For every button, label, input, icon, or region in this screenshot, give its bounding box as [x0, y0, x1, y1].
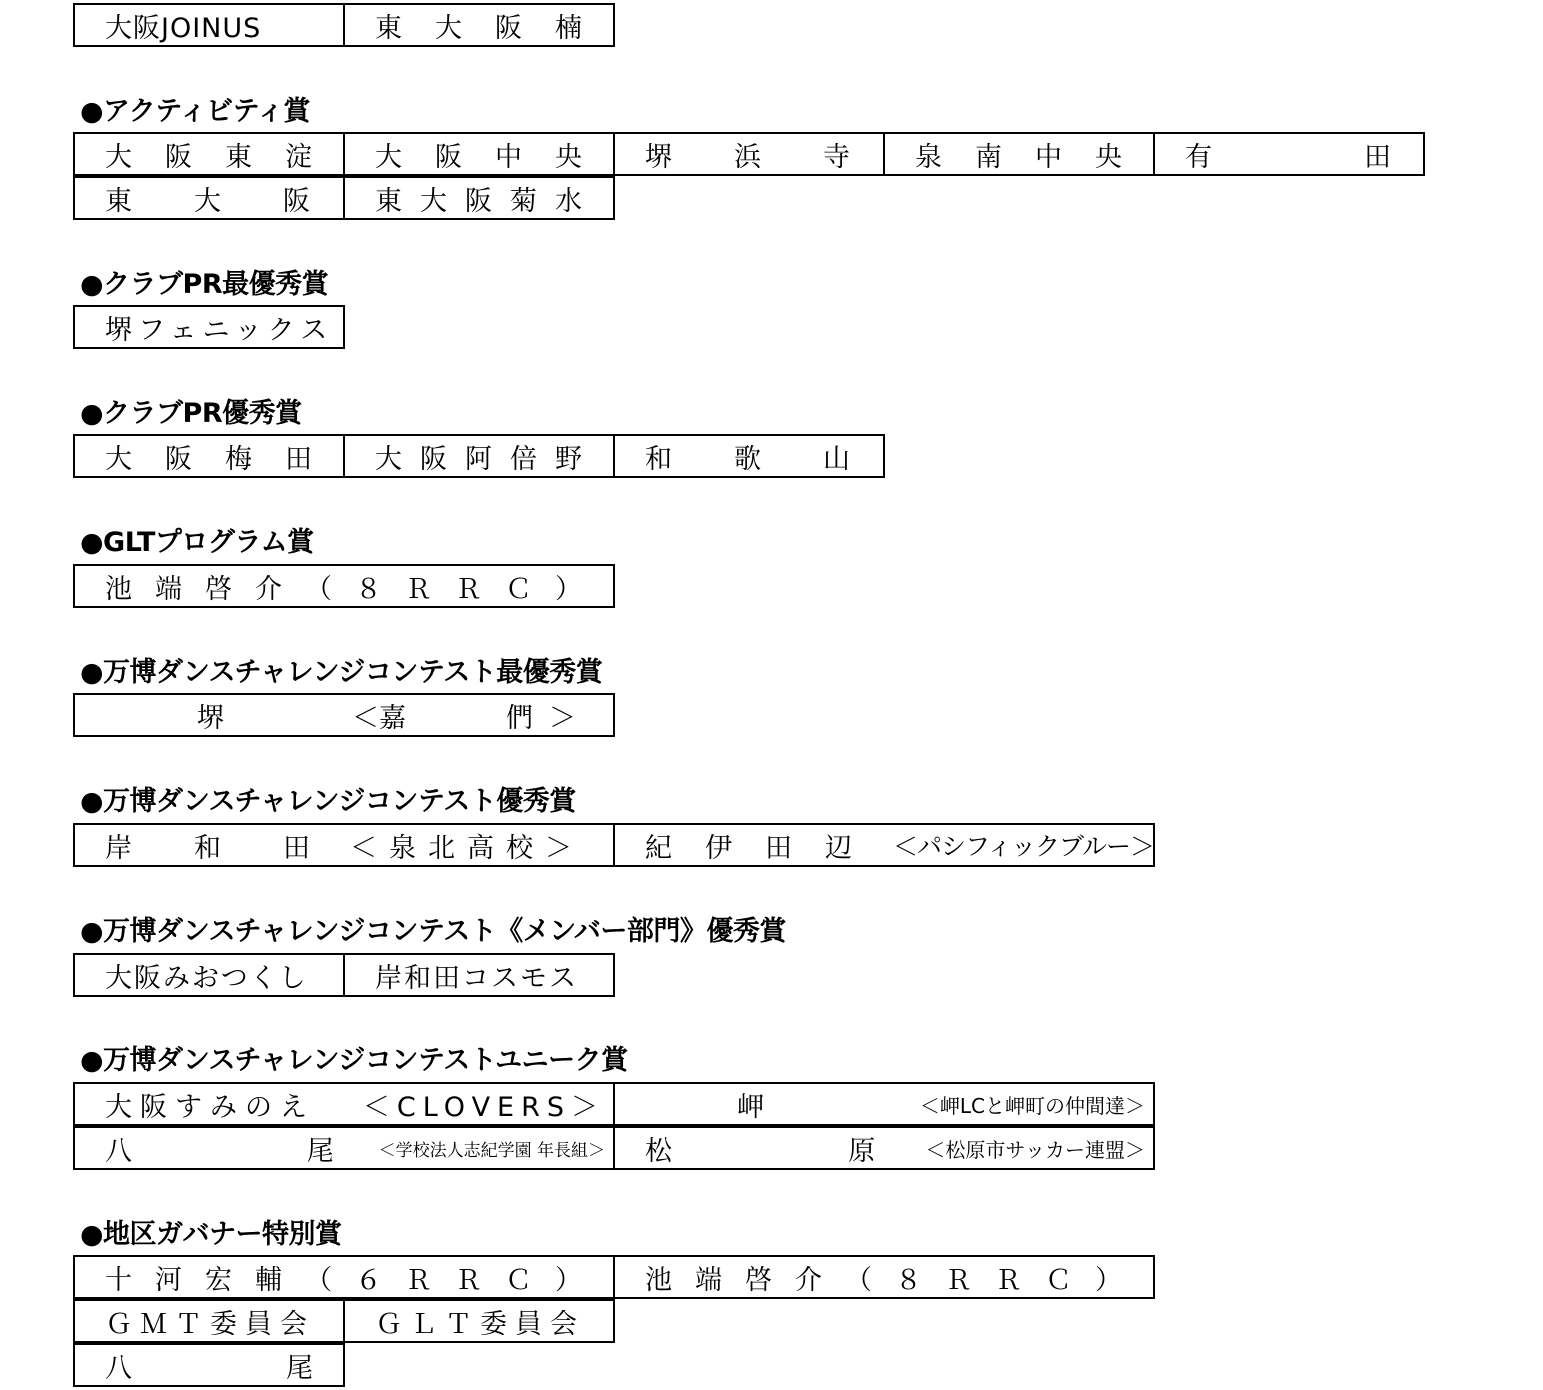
- club-name: 岸和田: [105, 832, 372, 864]
- team-name: 們＞: [506, 702, 592, 734]
- club-name: 紀伊田辺: [645, 832, 885, 864]
- club-name: 原: [848, 1135, 876, 1167]
- committee-cell: [75, 1299, 345, 1343]
- club-cell: [75, 1126, 615, 1170]
- section-title-dance-excellent: ●万博ダンスチャレンジコンテスト優秀賞: [80, 786, 576, 817]
- section-title-dance-member: ●万博ダンスチャレンジコンテスト《メンバー部門》優秀賞: [80, 916, 786, 947]
- section-title-pr-best: ●クラブPR最優秀賞: [80, 269, 329, 300]
- club-cell: [75, 1343, 345, 1387]
- section-title-pr-excellent: ●クラブPR優秀賞: [80, 398, 302, 429]
- team-name: ＜パシフィックブルー＞: [893, 832, 1155, 861]
- club-name: 大阪すみのえ: [105, 1091, 315, 1123]
- award-row: [73, 1299, 615, 1343]
- section-title-dance-best: ●万博ダンスチャレンジコンテスト最優秀賞: [80, 657, 603, 688]
- team-name: ＜松原市サッカー連盟＞: [925, 1137, 1145, 1162]
- club-name: 東大阪菊水: [375, 185, 600, 217]
- club-cell: [615, 132, 912, 176]
- club-cell: [615, 1126, 1155, 1170]
- club-name: 大阪中央: [375, 141, 615, 173]
- club-cell: [75, 132, 345, 176]
- team-name: ＜嘉: [352, 702, 406, 734]
- club-name: 大阪みおつくし: [105, 962, 308, 994]
- club-cell: [345, 434, 615, 478]
- award-row: [73, 1343, 345, 1387]
- person-name: 池端啓介（８ＲＲＣ）: [645, 1264, 1145, 1296]
- award-row: [73, 434, 912, 478]
- award-row: [73, 176, 615, 220]
- club-cell: [345, 953, 615, 997]
- award-row: [73, 693, 615, 737]
- club-cell: [615, 823, 1155, 867]
- committee-name: ＧＭＴ委員会: [105, 1308, 315, 1340]
- award-row: [73, 1255, 1155, 1299]
- award-row: [73, 1126, 1155, 1170]
- club-cell: [345, 132, 615, 176]
- club-name: 八: [105, 1135, 132, 1167]
- club-name: 大阪梅田: [105, 443, 345, 475]
- person-name: 十河宏輔（６ＲＲＣ）: [105, 1264, 605, 1296]
- person-cell: [615, 1255, 1155, 1299]
- club-name: 堺: [197, 702, 224, 734]
- club-cell: [1155, 132, 1543, 176]
- award-row: [73, 132, 1543, 176]
- club-name: 泉南中央: [915, 141, 1155, 173]
- club-cell: [75, 823, 615, 867]
- committee-name: ＧＬＴ委員会: [375, 1308, 585, 1340]
- club-name: 堺フェニックス: [105, 314, 334, 346]
- person-cell: [75, 564, 615, 608]
- club-cell: [615, 434, 912, 478]
- club-name: 和歌山: [645, 443, 912, 475]
- award-row: [73, 1082, 1155, 1126]
- club-name: 東大阪: [105, 185, 372, 217]
- club-name: 岬: [737, 1091, 764, 1123]
- club-name: 大阪東淀: [105, 141, 345, 173]
- award-row: [73, 305, 345, 349]
- section-title-glt-program: ●GLTプログラム賞: [80, 527, 314, 558]
- club-name: 松: [645, 1135, 672, 1167]
- section-title-activity: ●アクティビティ賞: [80, 96, 310, 127]
- club-cell: [615, 1082, 1155, 1126]
- award-row: [73, 953, 615, 997]
- team-name: ＜学校法人志紀学園 年長組＞: [378, 1140, 605, 1161]
- club-name: 岸和田コスモス: [375, 962, 578, 994]
- section-title-governor-special: ●地区ガバナー特別賞: [80, 1219, 342, 1250]
- club-name: 東大阪楠: [375, 12, 615, 44]
- team-name: ＜岬LCと岬町の仲間達＞: [919, 1093, 1145, 1118]
- person-name: 池端啓介（８ＲＲＣ）: [105, 573, 605, 605]
- club-name: 尾: [286, 1352, 313, 1384]
- club-cell: [75, 953, 345, 997]
- club-name: 有田: [1185, 141, 1543, 173]
- committee-cell: [345, 1299, 615, 1343]
- club-name: 堺浜寺: [645, 141, 912, 173]
- club-cell: [75, 305, 345, 349]
- award-row: [73, 564, 615, 608]
- team-name: ＜泉北高校＞: [350, 832, 584, 864]
- club-cell: [75, 1082, 615, 1126]
- club-cell: [885, 132, 1155, 176]
- team-name: ＜CLOVERS＞: [362, 1091, 605, 1123]
- club-name: 大阪阿倍野: [375, 443, 600, 475]
- award-row: [73, 823, 1155, 867]
- club-cell: [345, 3, 615, 47]
- club-name: 八: [105, 1352, 132, 1384]
- club-cell: [75, 434, 345, 478]
- person-cell: [75, 1255, 615, 1299]
- section-title-dance-unique: ●万博ダンスチャレンジコンテストユニーク賞: [80, 1045, 628, 1076]
- award-row: [73, 3, 615, 47]
- club-cell: [75, 693, 615, 737]
- club-cell: [345, 176, 615, 220]
- club-cell: [75, 176, 372, 220]
- club-name: 尾: [306, 1135, 334, 1167]
- club-cell: 大阪JOINUS: [75, 3, 345, 47]
